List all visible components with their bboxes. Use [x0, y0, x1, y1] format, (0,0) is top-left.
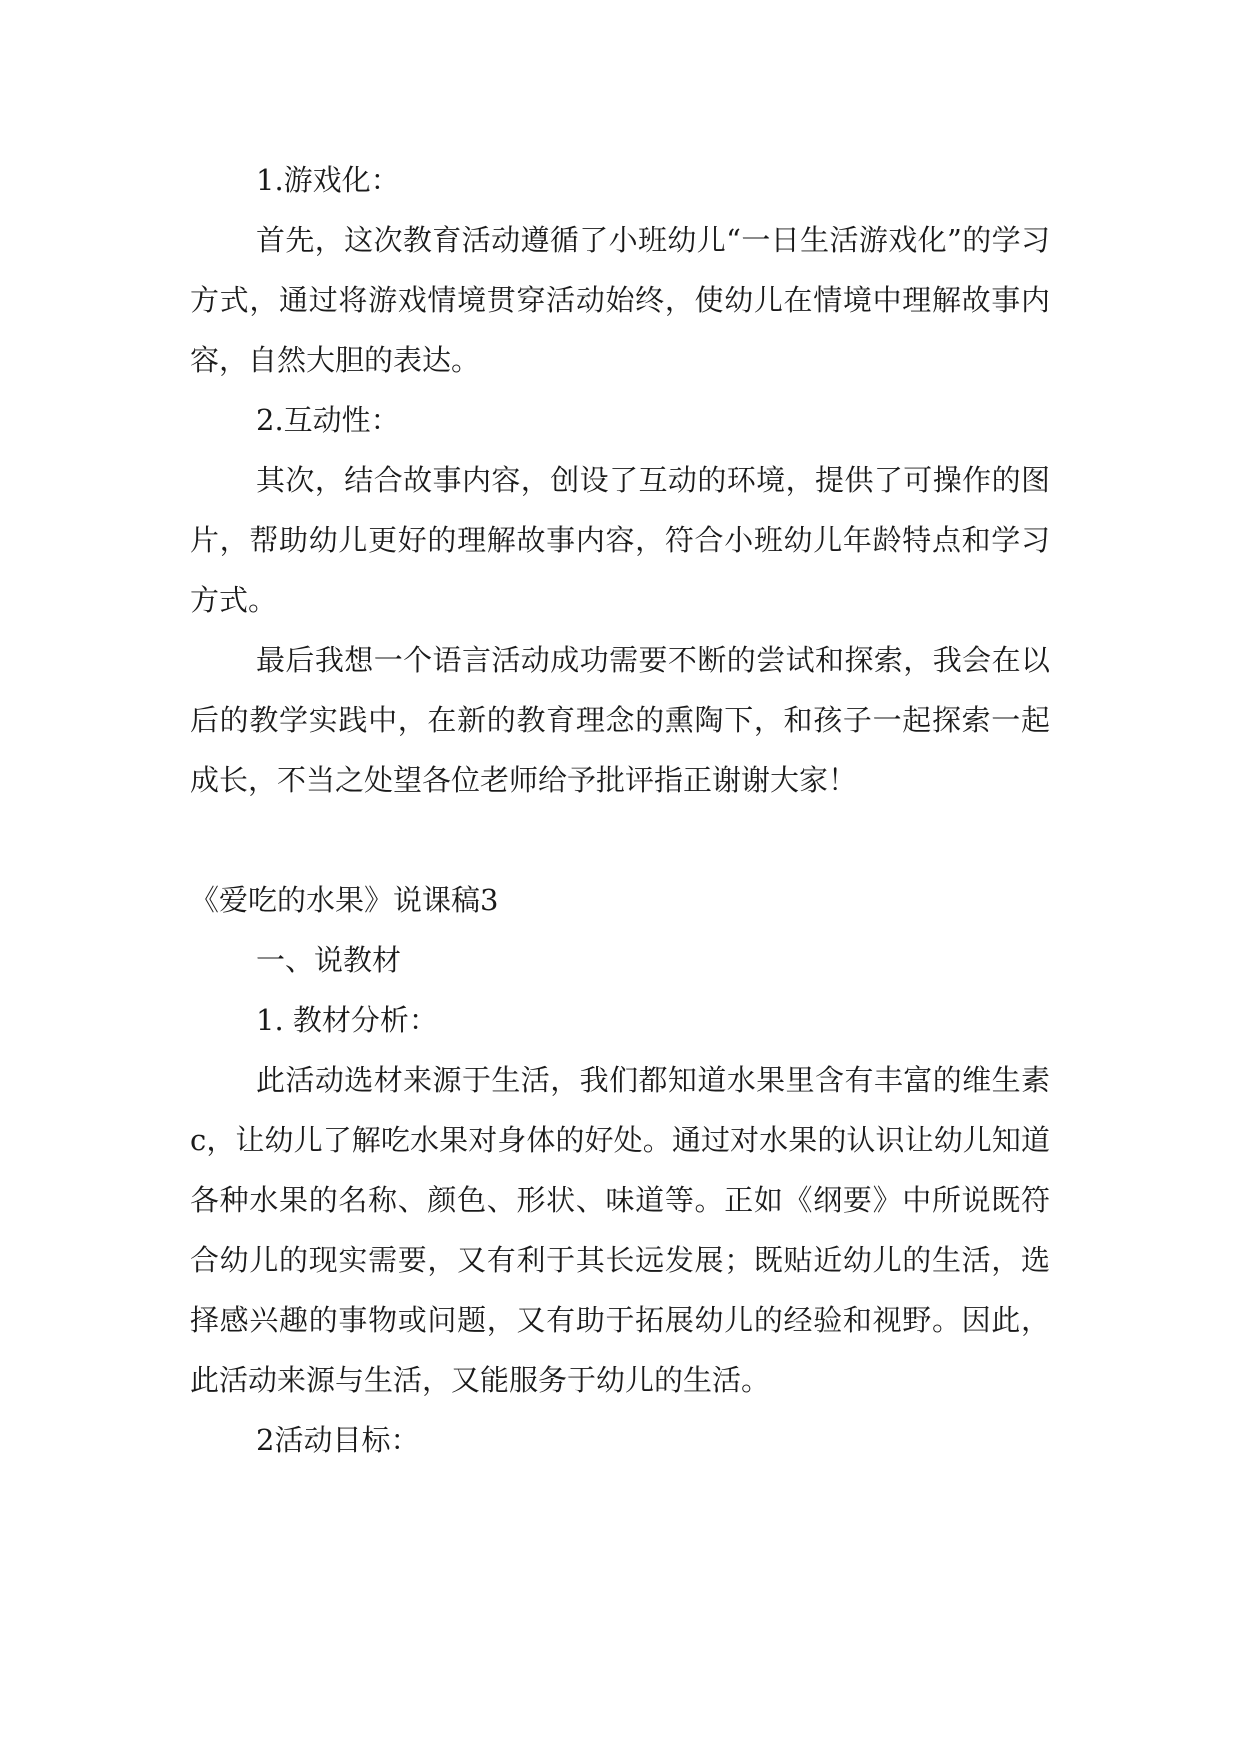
- subheading-textbook: 一、说教材: [256, 943, 402, 977]
- paragraph-interactivity: 其次，结合故事内容，创设了互动的环境，提供了可操作的图片，帮助幼儿更好的理解故事内容，符合小班幼儿年龄特点和学习方式。: [190, 463, 1050, 617]
- section-spacer: [190, 810, 1050, 870]
- paragraph-gamification: 首先，这次教育活动遵循了小班幼儿“一日生活游戏化”的学习方式，通过将游戏情境贯穿活动始终，使幼儿在情境中理解故事内容，自然大胆的表达。: [190, 223, 1050, 377]
- paragraph-analysis: 此活动选材来源于生活，我们都知道水果里含有丰富的维生素c，让幼儿了解吃水果对身体的好处。通过对水果的认识让幼儿知道各种水果的名称、颜色、形状、味道等。正如《纲要》中所说既符合幼儿的现实需要，又有利于其长远发展；既贴近幼儿的生活，选择感兴趣的事物或问题，又有助于拓展幼儿的经验和视野。因此，此活动来源与生活，又能服务于幼儿的生活。: [190, 1063, 1050, 1397]
- section-heading-analysis: 1. 教材分析：: [256, 1003, 438, 1037]
- section-heading-interactivity: 2.互动性：: [256, 403, 400, 437]
- paragraph-closing: 最后我想一个语言活动成功需要不断的尝试和探索，我会在以后的教学实践中，在新的教育理念的熏陶下，和孩子一起探索一起成长，不当之处望各位老师给予批评指正谢谢大家！: [190, 643, 1050, 797]
- document-title: 《爱吃的水果》说课稿3: [190, 883, 499, 917]
- section-heading-gamification: 1.游戏化：: [256, 163, 400, 197]
- document-page: [190, 150, 1050, 1470]
- section-heading-goals: 2活动目标：: [256, 1423, 420, 1457]
